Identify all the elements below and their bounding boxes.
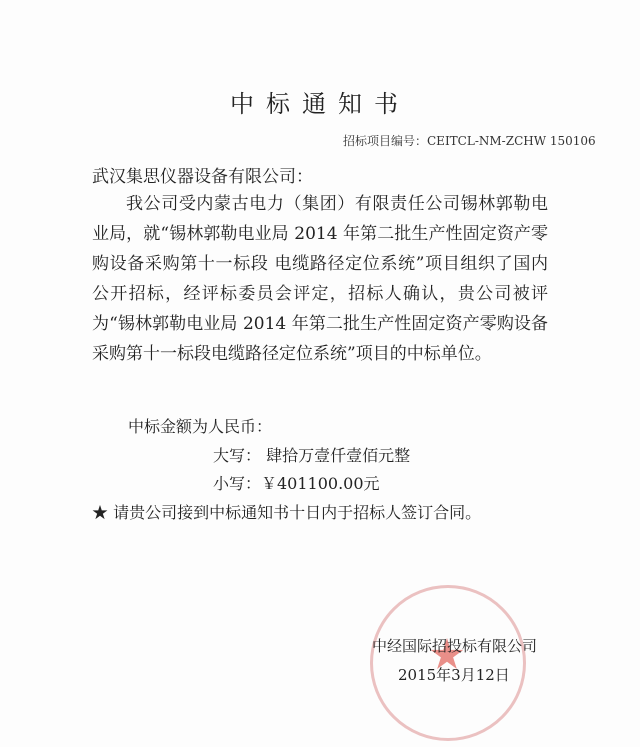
amount-upper: 大写： 肆拾万壹仟壹佰元整 xyxy=(213,446,411,465)
issuer-name: 中经国际招投标有限公司 xyxy=(372,637,538,655)
issue-date: 2015年3月12日 xyxy=(398,666,510,684)
body-paragraph: 我公司受内蒙古电力（集团）有限责任公司锡林郭勒电业局，就“锡林郭勒电业局 2014 年第二批生产性固定资产零购设备采购第十一标段 电缆路径定位系统”项目组织了国内公开招标，经评标委员会评定，招标人确认，贵公司被评为“锡林郭勒电业局 2014 年第二批生产性固定资产零购设备采购第十一标段电缆路径定位系统”项目的中标单位。 xyxy=(92,194,548,364)
official-seal xyxy=(370,585,526,741)
document-title: 中标通知书 xyxy=(230,90,410,118)
amount-lower: 小写：￥401100.00元 xyxy=(213,474,380,493)
amount-label: 中标金额为人民币： xyxy=(128,417,273,436)
addressee: 武汉集思仪器设备有限公司： xyxy=(92,167,313,187)
note: ★ 请贵公司接到中标通知书十日内于招标人签订合同。 xyxy=(92,503,482,522)
project-number: 招标项目编号：CEITCL-NM-ZCHW 150106 xyxy=(343,134,596,148)
